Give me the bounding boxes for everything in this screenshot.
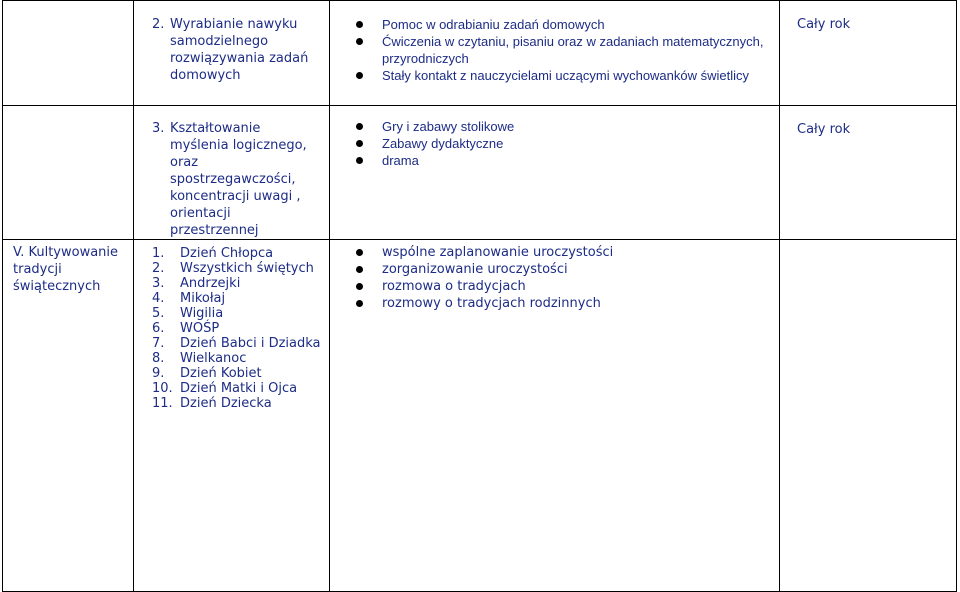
forms-cell [330,240,780,592]
forms-list [330,1,779,84]
list-item-text: Ćwiczenia w czytaniu, pisaniu oraz w zadaniach matematycznych, przyrodniczych [382,34,764,66]
list-item [152,351,329,366]
goal-text: Wyrabianie nawyku samodzielnego rozwiązywania zadań domowych [170,17,309,83]
goal-text: Kształtowanie myślenia logicznego, oraz spostrzegawczości, koncentracji uwagi , orientacji przestrzennej [170,121,307,238]
bullet-icon [356,300,363,307]
term-cell [780,1,957,106]
bullet-icon [356,283,363,290]
list-number: 1. [152,246,165,261]
list-item-text: Stały kontakt z nauczycielami uczącymi wychowanków świetlicy [382,68,750,83]
bullet-icon [356,72,363,79]
list-number: 8. [152,351,165,366]
term-text: Cały rok [797,17,851,32]
area-cell [3,240,134,592]
list-item [152,291,329,306]
bullet-icon [356,157,363,164]
list-item [152,396,329,411]
list-item [356,16,779,33]
list-item [356,295,779,312]
list-item-text: Pomoc w odrabianiu zadań domowych [382,17,605,32]
list-number: 3. [152,276,165,291]
goal-cell [134,1,330,106]
bullet-icon [356,123,363,130]
list-item [152,336,329,351]
list-item [356,67,779,84]
list-item-text: Wielkanoc [180,351,247,366]
list-item [356,135,779,152]
bullet-icon [356,38,363,45]
list-item-text: Zabawy dydaktyczne [382,136,504,151]
list-number: 9. [152,366,165,381]
list-item-text: Dzień Chłopca [180,246,274,261]
list-number: 10. [152,381,173,396]
list-item-text: Wszystkich świętych [180,261,314,276]
events-cell [134,240,330,592]
list-item [356,33,779,67]
goal-number: 2. [152,17,165,32]
forms-list [330,240,779,312]
list-item [356,118,779,135]
list-item [356,244,779,261]
list-item-text: Dzień Dziecka [180,396,272,411]
list-item-text: wspólne zaplanowanie uroczystości [382,245,614,260]
goal-cell [134,106,330,240]
forms-cell [330,106,780,240]
list-item [356,261,779,278]
list-number: 7. [152,336,165,351]
area-cell [3,1,134,106]
area-cell [3,106,134,240]
list-item-text: Mikołaj [180,291,226,306]
list-item [356,152,779,169]
list-number: 11. [152,396,173,411]
bullet-icon [356,21,363,28]
list-item-text: zorganizowanie uroczystości [382,262,568,277]
bullet-icon [356,249,363,256]
list-item [152,306,329,321]
table-row [3,1,957,106]
list-item-text: Dzień Matki i Ojca [180,381,298,396]
list-item [152,366,329,381]
term-cell [780,106,957,240]
list-item-text: Dzień Kobiet [180,366,262,381]
table-row [3,240,957,592]
forms-cell [330,1,780,106]
list-item [152,261,329,276]
list-item [152,246,329,261]
table-row [3,106,957,240]
list-item-text: Dzień Babci i Dziadka [180,336,321,351]
list-item-text: Gry i zabawy stolikowe [382,119,515,134]
list-item-text: rozmowy o tradycjach rodzinnych [382,296,601,311]
list-item-text: Andrzejki [180,276,241,291]
events-list [134,240,329,411]
area-title: V. Kultywowanie tradycji świątecznych [13,245,119,294]
list-number: 6. [152,321,165,336]
list-number: 2. [152,261,165,276]
list-item [152,276,329,291]
bullet-icon [356,266,363,273]
list-number: 4. [152,291,165,306]
list-item [152,321,329,336]
term-cell [780,240,957,592]
goal-number: 3. [152,121,165,136]
list-item-text: Wigilia [180,306,224,321]
list-item-text: drama [382,153,419,168]
list-item [152,381,329,396]
list-item-text: rozmowa o tradycjach [382,279,526,294]
list-number: 5. [152,306,165,321]
list-item-text: WOŚP [180,321,220,336]
plan-table [2,0,957,592]
list-item [356,278,779,295]
term-text: Cały rok [797,122,851,137]
forms-list [330,106,779,169]
bullet-icon [356,140,363,147]
